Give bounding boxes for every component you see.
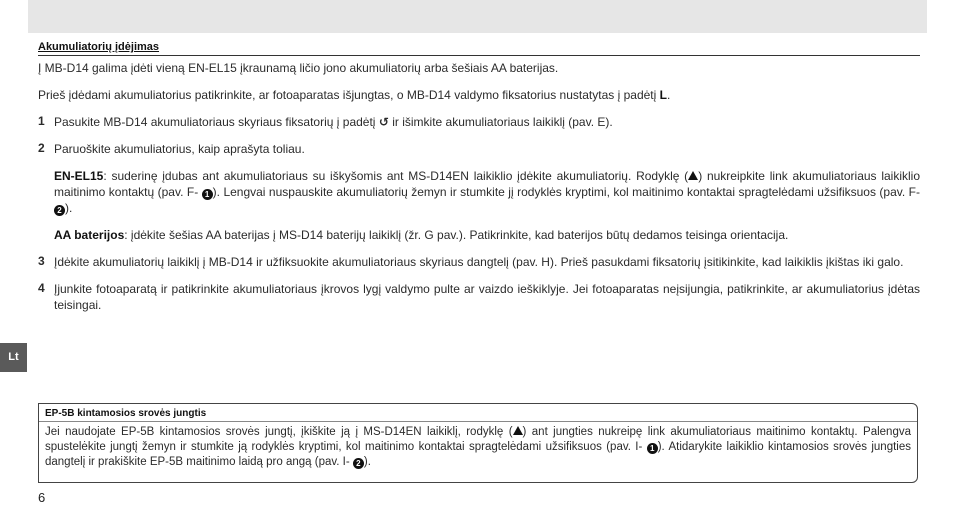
note-text-part: Jei naudojate EP-5B kintamosios srovės jungtį, įkiškite ją į MS-D14EN laikiklį, rodyklę ( xyxy=(45,426,513,438)
step-number: 1 xyxy=(38,114,45,128)
note-text-part: ) ant jungties nukreipę link akumuliatoriaus maitinimo kontaktų. Palengva spustelėkite jungtį žemyn ir stumkite ją rodyklės kryptimi, kol maitinimo kontaktai spragtelėdami užsifiksuos (pav. I- xyxy=(45,426,911,453)
step-4 xyxy=(38,281,920,313)
heading-rule xyxy=(38,55,920,56)
ep5b-note-box xyxy=(38,403,918,483)
note-text-part: ). xyxy=(363,456,371,468)
battery-insertion-section xyxy=(38,40,920,324)
circled-1-icon: 1 xyxy=(202,189,213,200)
note-title: EP-5B kintamosios srovės jungtis xyxy=(45,408,207,419)
step-1-text: Pasukite MB-D14 akumuliatoriaus skyriaus fiksatorių į padėtį xyxy=(54,115,379,129)
intro-paragraph-1: Į MB-D14 galima įdėti vieną EN-EL15 įkraunamą ličio jono akumuliatorių arba šešiais AA baterijas. xyxy=(38,61,559,75)
section-heading: Akumuliatorių įdėjimas xyxy=(38,41,160,53)
page-number: 6 xyxy=(38,490,46,505)
intro-2-end: . xyxy=(666,88,671,102)
intro-paragraph-2 xyxy=(38,87,920,103)
step-text: Įdėkite akumuliatorių laikiklį į MB-D14 ir užfiksuokite akumuliatoriaus skyriaus dangtelį (pav. H). Prieš pasukdami fiksatorių įsitikinkite, kad laikiklis įkištas iki galo. xyxy=(54,255,904,269)
lock-position-l: L xyxy=(659,88,667,102)
circled-1-icon: 1 xyxy=(647,443,658,454)
aa-instructions xyxy=(38,227,920,243)
note-text xyxy=(45,425,911,470)
step-2 xyxy=(38,141,920,157)
arrow-up-icon xyxy=(688,171,698,180)
aa-label: AA baterijos xyxy=(54,228,125,242)
note-text-part: ). Atidarykite laikiklio kintamosios srovės jungties dangtelį ir prakiškite EP-5B maitinimo laidą pro angą (pav. I- xyxy=(45,441,911,468)
step-number: 3 xyxy=(38,254,45,268)
en-el15-instructions xyxy=(38,168,920,216)
step-text: Įjunkite fotoaparatą ir patikrinkite akumuliatoriaus įkrovos lygį valdymo pulte ar vaizdo ieškiklyje. Jei fotoaparatas neįsijungia, patikrinkite, ar akumuliatorius įdėtas teisingai. xyxy=(54,282,920,312)
arrow-up-icon xyxy=(513,426,523,435)
en-el15-text: ) nukreipkite link akumuliatoriaus laikiklio maitinimo kontaktų (pav. F- xyxy=(54,169,920,199)
step-text: Paruoškite akumuliatorius, kaip aprašyta toliau. xyxy=(54,142,305,156)
step-1 xyxy=(38,114,920,130)
en-el15-text: : suderinę įdubas ant akumuliatoriaus su iškyšomis ant MS-D14EN laikiklio įdėkite akumuliatorių. Rodyklę ( xyxy=(103,169,689,183)
rotate-lock-icon: ↺ xyxy=(378,115,389,129)
en-el15-text: ). Lengvai nuspauskite akumuliatorių žemyn ir stumkite jį rodyklės kryptimi, kol maitinimo kontaktai spragtelėdami užsifiksuos (pav. F- xyxy=(212,185,920,199)
step-text xyxy=(54,114,920,130)
en-el15-text: ). xyxy=(65,201,73,215)
note-rule xyxy=(39,421,917,422)
step-1-text-end: ir išimkite akumuliatoriaus laikiklį (pav. E). xyxy=(388,115,613,129)
step-3 xyxy=(38,254,920,270)
aa-text: : įdėkite šešias AA baterijas į MS-D14 baterijų laikiklį (žr. G pav.). Patikrinkite, kad baterijos būtų dedamos teisinga orientacija. xyxy=(124,228,789,242)
header-band xyxy=(28,0,927,33)
en-el15-label: EN-EL15 xyxy=(54,169,104,183)
step-number: 4 xyxy=(38,281,45,295)
intro-2-text: Prieš įdėdami akumuliatorius patikrinkite, ar fotoaparatas išjungtas, o MB-D14 valdymo fiksatorius nustatytas į padėtį xyxy=(38,88,660,102)
circled-2-icon: 2 xyxy=(54,205,65,216)
circled-2-icon: 2 xyxy=(353,458,364,469)
step-number: 2 xyxy=(38,141,45,155)
language-tab: Lt xyxy=(0,343,27,372)
